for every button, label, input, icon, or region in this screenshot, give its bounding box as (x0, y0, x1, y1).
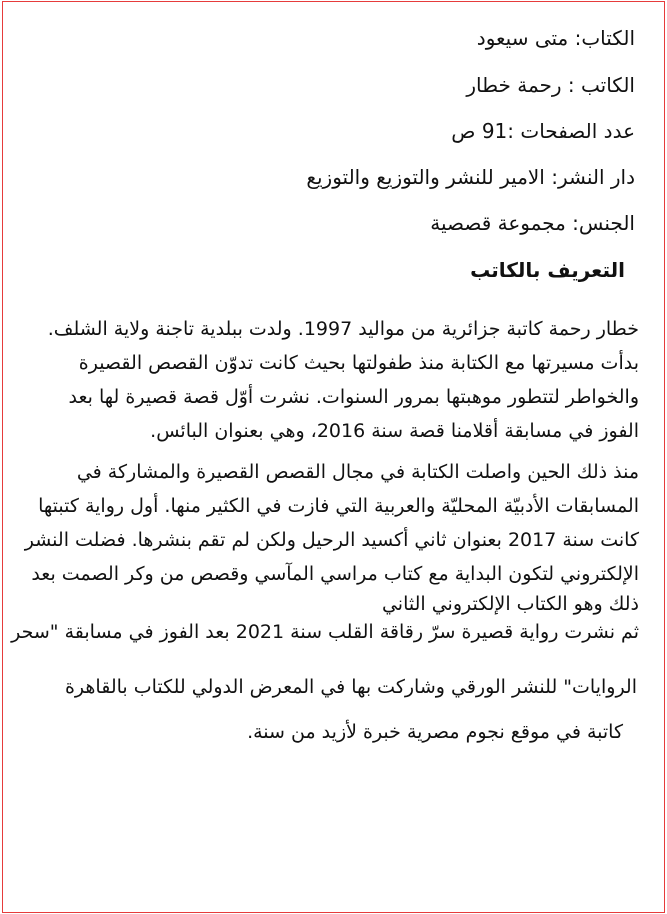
bio-paragraph-3: الروايات" للنشر الورقي وشاركت بها في المعرض الدولي للكتاب بالقاهرة (64, 676, 637, 698)
bio-paragraph-4: كاتبة في موقع نجوم مصرية خبرة لأزيد من سنة. (247, 721, 623, 743)
bio-paragraph-2 (11, 455, 639, 647)
bio-paragraph-1 (29, 312, 639, 448)
bio-p1-line-1: خطار رحمة كاتبة جزائرية من مواليد 1997. ولدت ببلدية تاجنة ولاية الشلف. (47, 318, 639, 340)
bio-p2-line-6: ثم نشرت رواية قصيرة سرّ رقاقة القلب سنة 2021 بعد الفوز في مسابقة "سحر (11, 621, 639, 643)
bio-p1-line-2: بدأت مسيرتها مع الكتابة منذ طفولتها بحيث كانت تدوّن القصص القصيرة (78, 352, 639, 374)
publisher-line: دار النشر: الامير للنشر والتوزيع والتوزيع (306, 165, 635, 189)
section-title-about-author: التعريف بالكاتب (470, 258, 625, 282)
pages-count-line: عدد الصفحات :91 ص (451, 119, 635, 143)
bio-p1-line-3: والخواطر لتتطور موهبتها بمرور السنوات. نشرت أوّل قصة قصيرة لها بعد (68, 386, 639, 408)
author-line: الكاتب : رحمة خطار (466, 73, 635, 97)
bio-p2-line-1: منذ ذلك الحين واصلت الكتابة في مجال القصص القصيرة والمشاركة في (76, 461, 639, 483)
bio-p2-line-5: ذلك وهو الكتاب الإلكتروني الثاني (381, 593, 639, 615)
book-title-line: الكتاب: متى سيعود (476, 26, 635, 50)
bio-p2-line-4: الإلكتروني لتكون البداية مع كتاب مراسي المآسي وقصص من وكر الصمت بعد (31, 563, 639, 585)
bio-p1-line-4: الفوز في مسابقة أقلامنا قصة سنة 2016، وهي بعنوان البائس. (150, 420, 639, 442)
bio-p2-line-3: كانت سنة 2017 بعنوان ثاني أكسيد الرحيل ولكن لم تقم بنشرها. فضلت النشر (24, 529, 639, 551)
genre-line: الجنس: مجموعة قصصية (430, 211, 635, 235)
bio-p2-line-2: المسابقات الأدبيّة المحليّة والعربية التي فازت في الكثير منها. أول رواية كتبتها (38, 495, 639, 517)
